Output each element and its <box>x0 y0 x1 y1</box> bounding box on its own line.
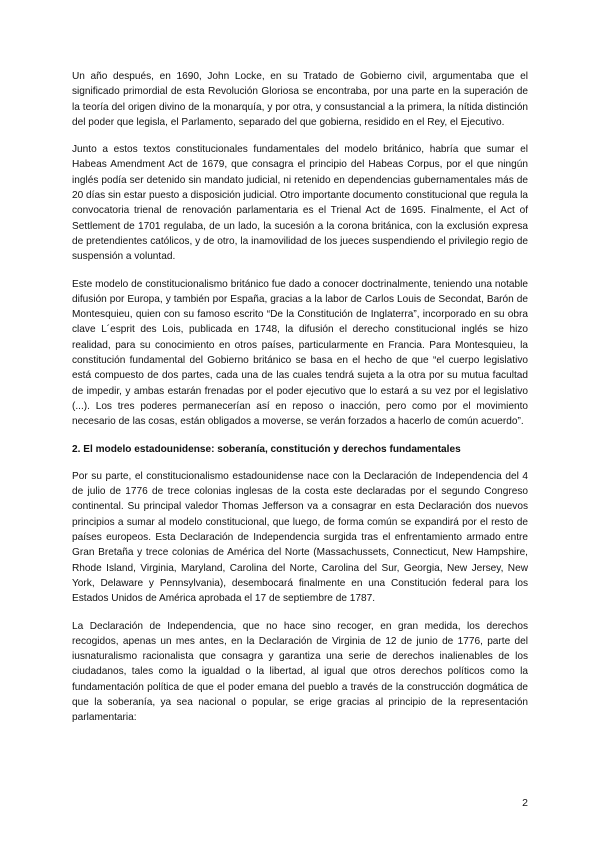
section-heading: 2. El modelo estadounidense: soberanía, constitución y derechos fundamentales <box>72 443 461 455</box>
paragraph-locke: Un año después, en 1690, John Locke, en su Tratado de Gobierno civil, argumentaba que el significado primordial de esta Revolución Gloriosa se encontraba, por una parte en la superación de la teoría del origen divino de la monarquía, y por otra, y consustancial a la primera, la nítida distinción del poder que legisla, el Parlamento, separado del que gobierna, residido en el Rey, el Ejecutivo. <box>72 71 528 128</box>
page-body <box>72 69 528 738</box>
page-number: 2 <box>522 797 528 809</box>
paragraph-habeas-corpus: Junto a estos textos constitucionales fundamentales del modelo británico, habría que sumar el Habeas Amendment Act de 1679, que consagra el principio del Habeas Corpus, por el que ningún inglés podía ser detenido sin mandato judicial, ni retenido en dependencias gubernamentales más de 20 días sin estar puesto a disposición judicial. Otro importante documento constitucional que regula la convocatoria trienal de renovación parlamentaria es el Trienal Act de 1695. Finalmente, el Act of Settlement de 1701 regulaba, de un lado, la sucesión a la corona británica, con la exclusión expresa de pretendientes católicos, y de otro, la inamovilidad de los jueces suspendiendo el privilegio regio de suspensión a voluntad. <box>72 144 528 263</box>
paragraph-declaration-independence: Por su parte, el constitucionalismo estadounidense nace con la Declaración de Independencia del 4 de julio de 1776 de trece colonias inglesas de la costa este declaradas por el segundo Congreso continental. Su principal valedor Thomas Jefferson va a consagrar en esta Declaración dos nuevos principios a sumar al modelo constitucional, que luego, de forma común se expandirá por el resto de países europeos. Esta Declaración de Independencia surgida tras el enfrentamiento armado entre Gran Bretaña y trece colonias de América del Norte (Massachussets, Connecticut, New Hampshire, Rhode Island, Virginia, Maryland, Carolina del Norte, Carolina del Sur, Georgia, New Jersey, New York, Delaware y Pennsylvania), desembocará finalmente en una Constitución federal para los Estados Unidos de América aprobada el 17 de septiembre de 1787. <box>72 470 528 605</box>
paragraph-virginia-declaration: La Declaración de Independencia, que no hace sino recoger, en gran medida, los derechos recogidos, apenas un mes antes, en la Declaración de Virginia de 12 de junio de 1776, parte del iusnaturalismo racionalista que consagra y garantiza una serie de derechos inalienables de los ciudadanos, tales como la igualdad o la libertad, al igual que otros derechos políticos como la fundamentación política de que el poder emana del pueblo a través de la construcción dogmática de que la soberanía, ya sea nacional o popular, se erige gracias al principio de la representación parlamentaria: <box>72 620 528 724</box>
paragraph-montesquieu: Este modelo de constitucionalismo británico fue dado a conocer doctrinalmente, teniendo una notable difusión por Europa, y también por España, gracias a la labor de Carlos Louis de Secondat, Barón de Montesquieu, quien con su famoso escrito “De la Constitución de Inglaterra”, incorporado en su obra clave L´esprit des Lois, publicada en 1748, la difusión el derecho constitucional inglés se hizo realidad, para su conocimiento en otros países, particularmente en Francia. Para Montesquieu, la constitución fundamental del Gobierno británico se basa en el hecho de que “el cuerpo legislativo está compuesto de dos partes, cada una de las cuales tendrá sujeta a la otra por su mutua facultad de impedir, y ambas estarán frenadas por el poder ejecutivo que lo estará a su vez por el legislativo (...). Los tres poderes permanecerían así en reposo o inacción, pero como por el movimiento necesario de las cosas, están obligados a moverse, se verán forzados a hacerlo de común acuerdo”. <box>72 278 528 428</box>
